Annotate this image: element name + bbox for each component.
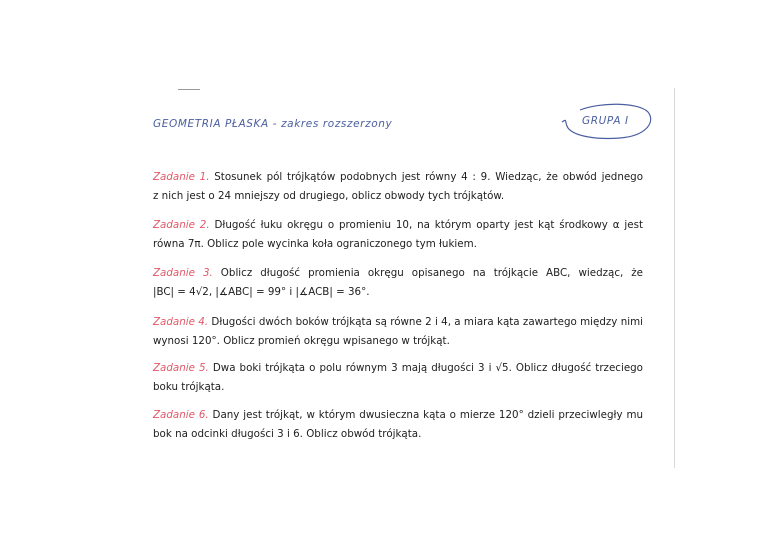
- task-text-line: Długości dwóch boków trójkąta są równe 2 i 4, a miara kąta zawartego między nimi: [211, 316, 643, 328]
- task-text-line: |BC| = 4√2, |∡ABC| = 99° i |∡ACB| = 36°.: [153, 286, 370, 298]
- task-text-line: z nich jest o 24 mniejszy od drugiego, oblicz obwody tych trójkątów.: [153, 190, 505, 202]
- task-text-line: Długość łuku okręgu o promieniu 10, na którym oparty jest kąt środkowy α jest: [214, 219, 644, 231]
- task-5: [153, 359, 643, 397]
- task-text-line: Oblicz długość promienia okręgu opisanego na trójkącie ABC, wiedząc, że: [220, 267, 643, 279]
- task-text-line: boku trójkąta.: [153, 381, 225, 393]
- task-6: [153, 406, 643, 444]
- task-label: Zadanie 2.: [153, 219, 210, 231]
- scan-mark: [178, 89, 200, 90]
- page-edge-line: [674, 88, 675, 468]
- task-text-line: Stosunek pól trójkątów podobnych jest równy 4 : 9. Wiedząc, że obwód jednego: [214, 171, 644, 183]
- task-label: Zadanie 6.: [153, 409, 209, 421]
- task-3: [153, 264, 643, 302]
- task-4: [153, 313, 643, 351]
- task-text-line: Dany jest trójkąt, w którym dwusieczna kąta o mierze 120° dzieli przeciwległy mu: [212, 409, 644, 421]
- group-badge: [560, 100, 656, 142]
- task-label: Zadanie 5.: [153, 362, 209, 374]
- task-text-line: równa 7π. Oblicz pole wycinka koła ograniczonego tym łukiem.: [153, 238, 477, 250]
- task-2: [153, 216, 643, 254]
- document-title: GEOMETRIA PŁASKA - zakres rozszerzony: [153, 118, 393, 130]
- task-label: Zadanie 3.: [153, 267, 213, 279]
- task-text-line: bok na odcinki długości 3 i 6. Oblicz obwód trójkąta.: [153, 428, 422, 440]
- task-label: Zadanie 1.: [153, 171, 210, 183]
- task-1: [153, 168, 643, 206]
- task-text-line: wynosi 120°. Oblicz promień okręgu wpisanego w trójkąt.: [153, 335, 450, 347]
- task-label: Zadanie 4.: [153, 316, 209, 328]
- task-text-line: Dwa boki trójkąta o polu równym 3 mają długości 3 i √5. Oblicz długość trzeciego: [212, 362, 643, 374]
- group-label: GRUPA I: [582, 115, 629, 127]
